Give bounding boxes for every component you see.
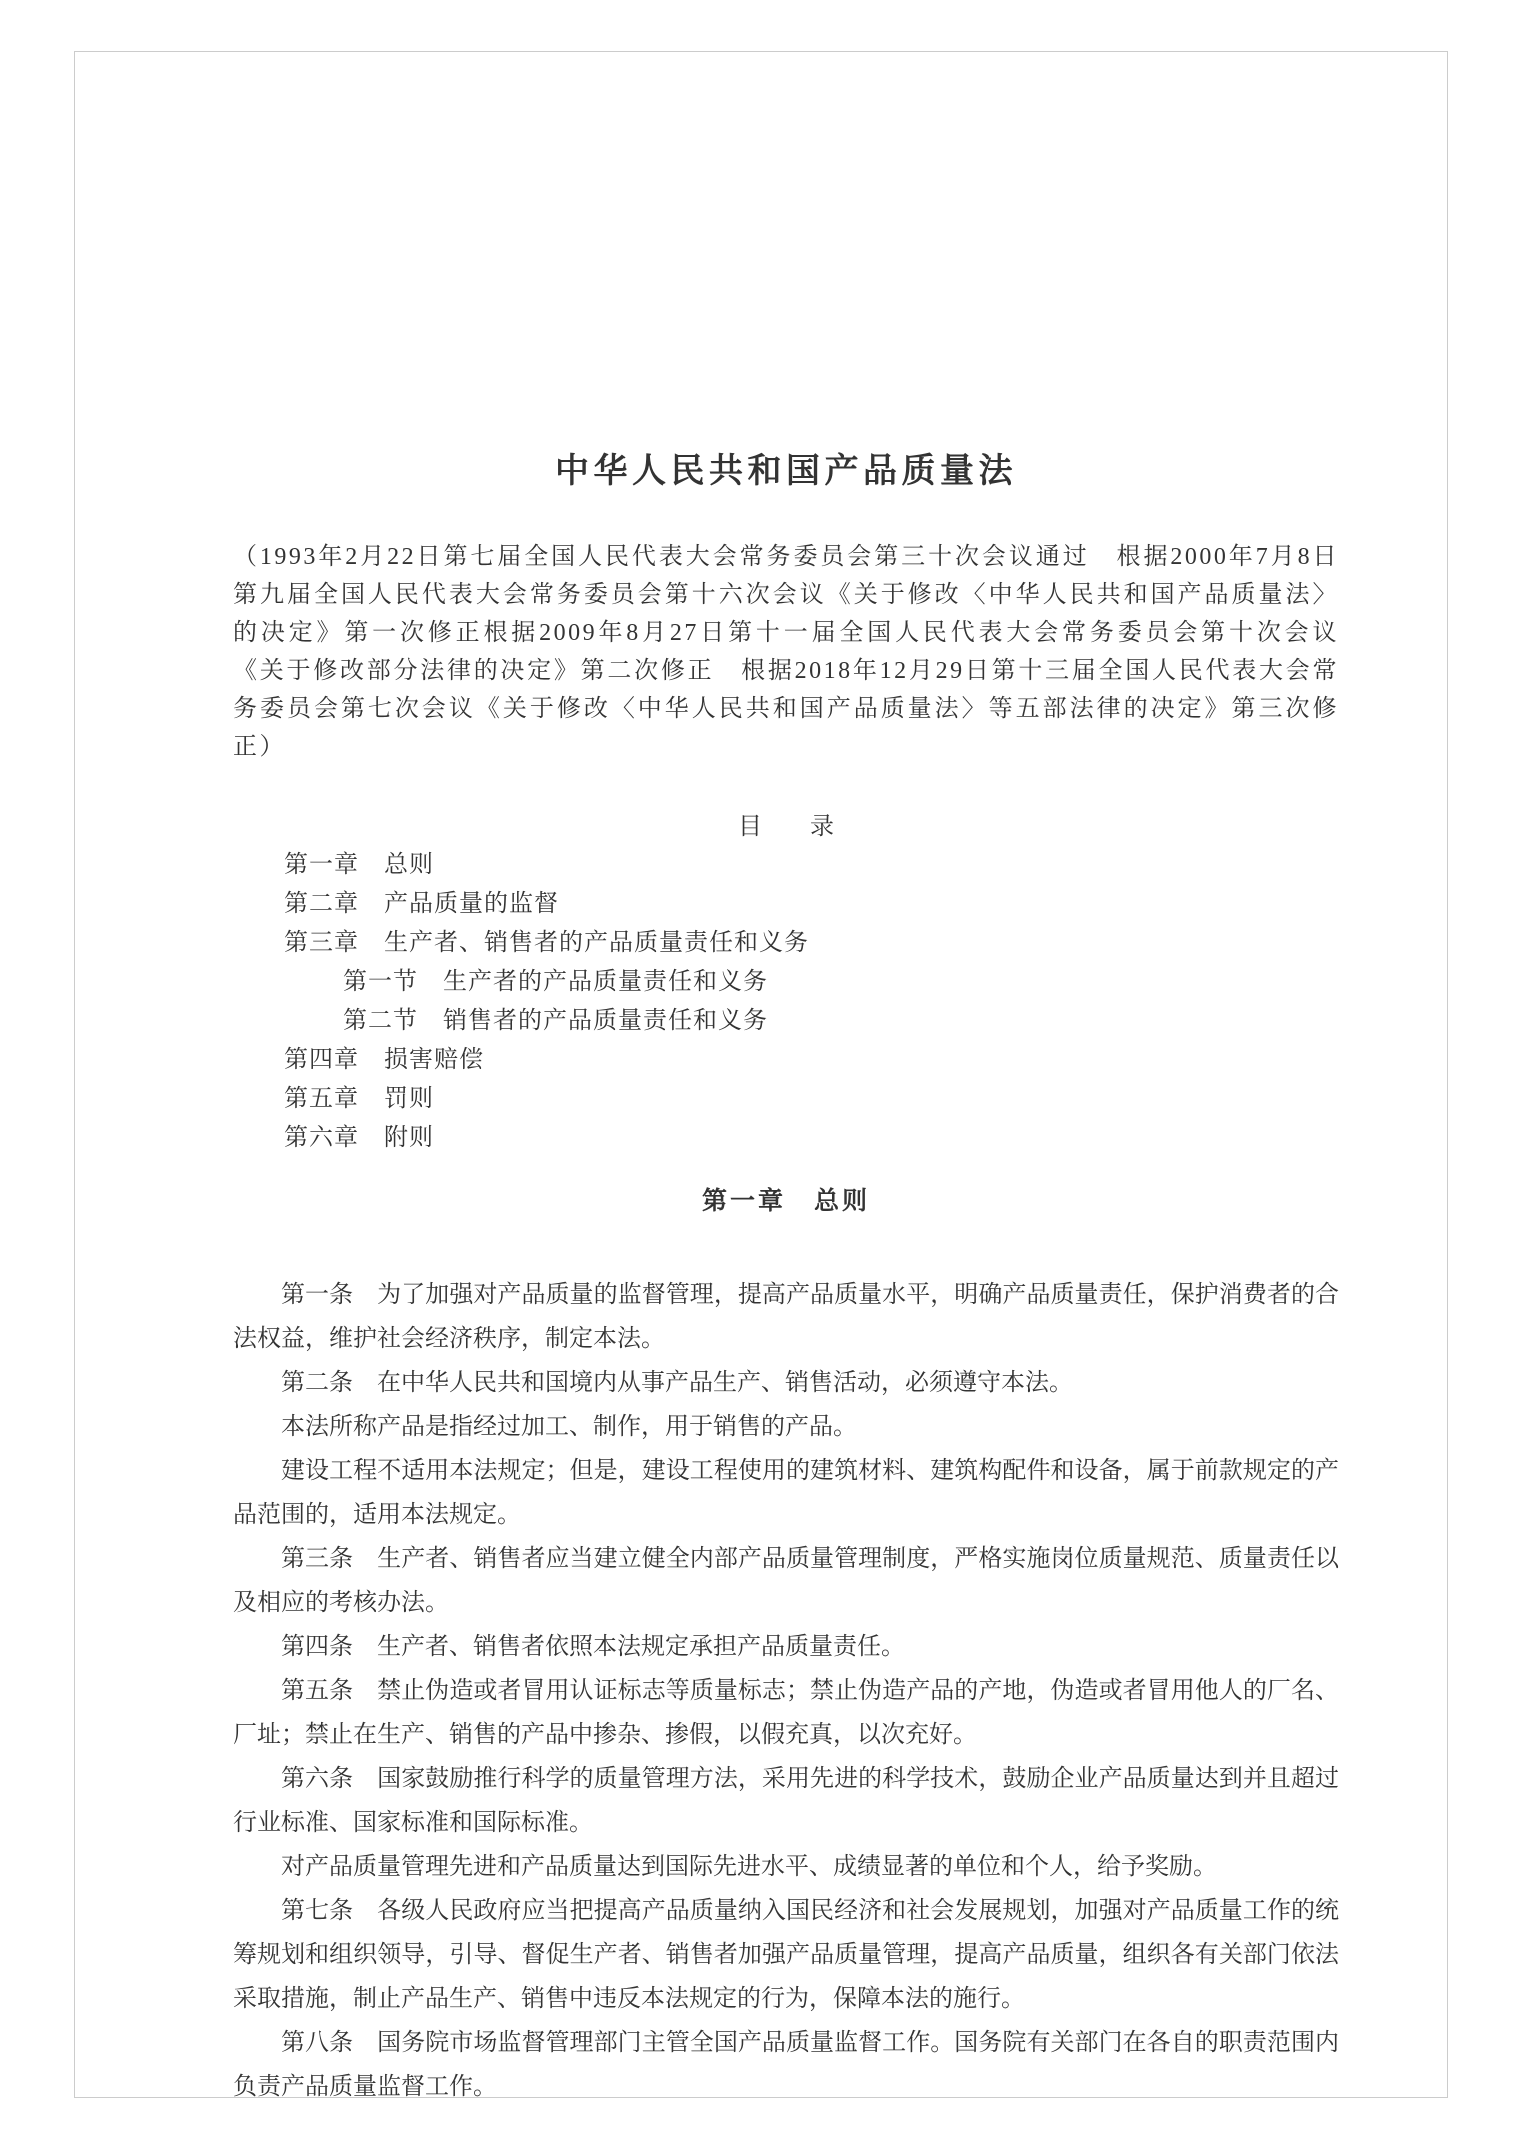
article-4-paragraph: 第四条 生产者、销售者依照本法规定承担产品质量责任。	[281, 1634, 905, 1660]
chapter-1-body	[233, 1273, 1339, 2097]
article-6-clause-2: 对产品质量管理先进和产品质量达到国际先进水平、成绩显著的单位和个人，给予奖励。	[281, 1854, 1217, 1880]
toc-item-chapter-5: 第五章 罚则	[284, 1086, 434, 1112]
toc-item-chapter-4: 第四章 损害赔偿	[284, 1047, 484, 1073]
article-7-paragraph: 第七条 各级人民政府应当把提高产品质量纳入国民经济和社会发展规划，加强对产品质量工作的统筹规划和组织领导，引导、督促生产者、销售者加强产品质量管理，提高产品质量，组织各有关部门依法采取措施，制止产品生产、销售中违反本法规定的行为，保障本法的施行。	[233, 1898, 1339, 2012]
toc-item-chapter-6: 第六章 附则	[284, 1125, 434, 1151]
article-6-paragraph: 第六条 国家鼓励推行科学的质量管理方法，采用先进的科学技术，鼓励企业产品质量达到并且超过行业标准、国家标准和国际标准。	[233, 1766, 1339, 1836]
article-1-paragraph: 第一条 为了加强对产品质量的监督管理，提高产品质量水平，明确产品质量责任，保护消费者的合法权益，维护社会经济秩序，制定本法。	[233, 1282, 1339, 1352]
article-3-paragraph: 第三条 生产者、销售者应当建立健全内部产品质量管理制度，严格实施岗位质量规范、质量责任以及相应的考核办法。	[233, 1546, 1339, 1616]
toc-item-section-2: 第二节 销售者的产品质量责任和义务	[343, 1008, 768, 1034]
article-2-paragraph: 第二条 在中华人民共和国境内从事产品生产、销售活动，必须遵守本法。	[281, 1370, 1073, 1396]
toc-item-section-1: 第一节 生产者的产品质量责任和义务	[343, 969, 768, 995]
toc-item-chapter-3: 第三章 生产者、销售者的产品质量责任和义务	[284, 930, 809, 956]
article-2-clause-2: 本法所称产品是指经过加工、制作，用于销售的产品。	[281, 1414, 857, 1440]
page-content	[75, 52, 1447, 2097]
preamble-paragraph: （1993年2月22日第七届全国人民代表大会常务委员会第三十次会议通过 根据2000年7月8日第九届全国人民代表大会常务委员会第十六次会议《关于修改〈中华人民共和国产品质量法〉的决定》第一次修正根据2009年8月27日第十一届全国人民代表大会常务委员会第十次会议《关于修改部分法律的决定》第二次修正 根据2018年12月29日第十三届全国人民代表大会常务委员会第七次会议《关于修改〈中华人民共和国产品质量法〉等五部法律的决定》第三次修正）	[233, 544, 1339, 760]
document-title: 中华人民共和国产品质量法	[555, 452, 1017, 490]
article-2-clause-3: 建设工程不适用本法规定；但是，建设工程使用的建筑材料、建筑构配件和设备，属于前款规定的产品范围的，适用本法规定。	[233, 1458, 1339, 1528]
article-5-paragraph: 第五条 禁止伪造或者冒用认证标志等质量标志；禁止伪造产品的产地，伪造或者冒用他人的厂名、厂址；禁止在生产、销售的产品中掺杂、掺假，以假充真，以次充好。	[233, 1678, 1339, 1748]
table-of-contents	[233, 846, 1339, 1158]
chapter-1-heading: 第一章 总则	[701, 1187, 870, 1215]
toc-item-chapter-2: 第二章 产品质量的监督	[284, 891, 559, 917]
article-8-paragraph: 第八条 国务院市场监督管理部门主管全国产品质量监督工作。国务院有关部门在各自的职责范围内负责产品质量监督工作。	[233, 2030, 1339, 2097]
toc-title: 目 录	[738, 814, 834, 840]
toc-item-chapter-1: 第一章 总则	[284, 852, 434, 878]
document-page	[74, 51, 1448, 2098]
